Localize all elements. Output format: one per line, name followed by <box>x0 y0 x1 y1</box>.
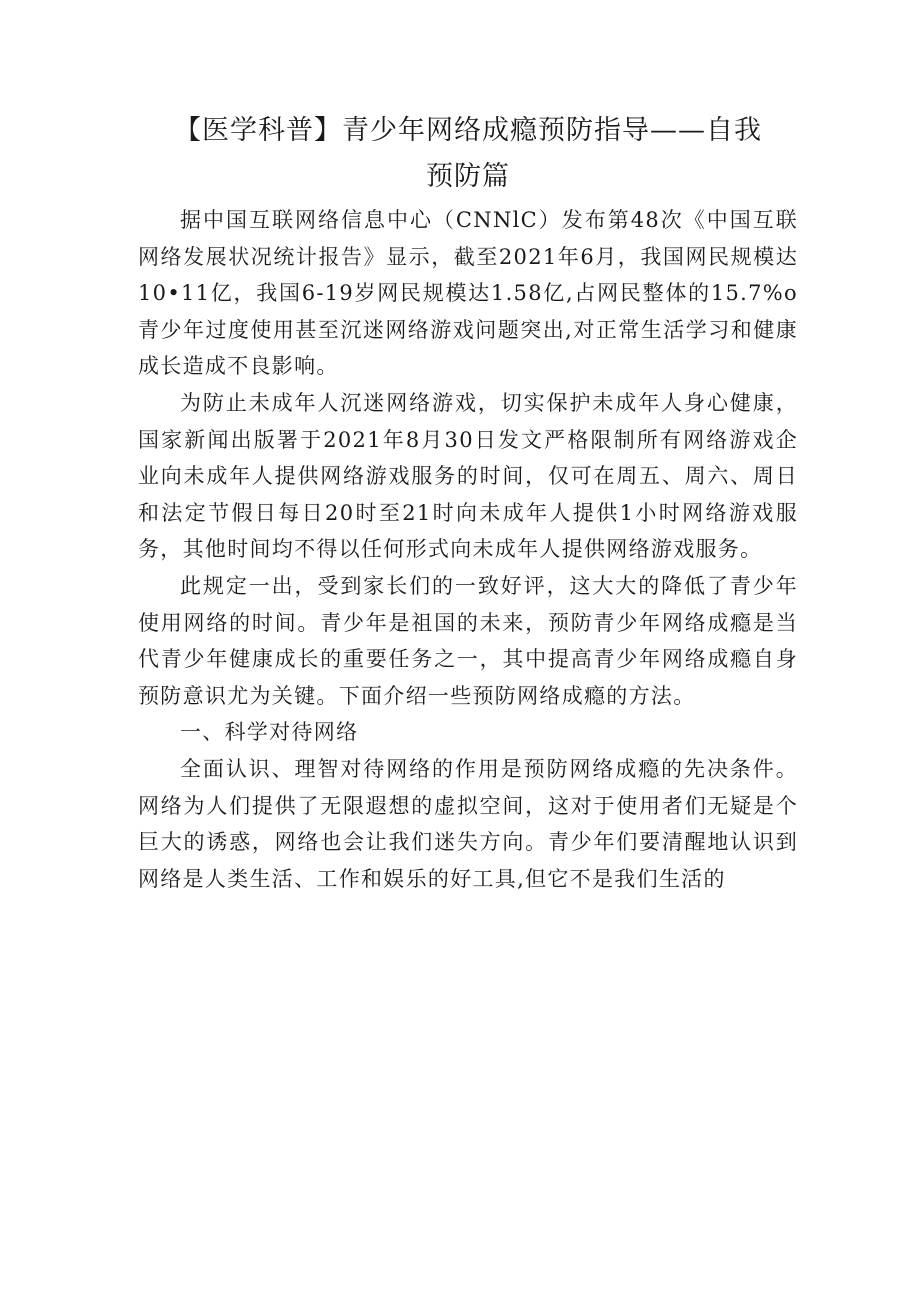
paragraph-intro-statistics: 据中国互联网络信息中心（CNNlC）发布第48次《中国互联网络发展状况统计报告》显示，截至2021年6月，我国网民规模达10•11亿，我国6-19岁网民规模达1.58亿,占网民整体的15.7%o青少年过度使用甚至沉迷网络游戏问题突出,对正常生活学习和健康成长造成不良影响。 <box>138 208 798 379</box>
title-line-2: 预防篇 <box>426 161 510 192</box>
section-heading: 一、科学对待网络 <box>180 720 359 745</box>
document-title <box>138 108 798 200</box>
paragraph-significance: 此规定一出，受到家长们的一致好评，这大大的降低了青少年使用网络的时间。青少年是祖国的未来，预防青少年网络成瘾是当代青少年健康成长的重要任务之一，其中提高青少年网络成瘾自身预防意识尤为关键。下面介绍一些预防网络成瘾的方法。 <box>138 573 798 708</box>
document-page <box>138 108 798 897</box>
paragraph-regulation: 为防止未成年人沉迷网络游戏，切实保护未成年人身心健康，国家新闻出版署于2021年8月30日发文严格限制所有网络游戏企业向未成年人提供网络游戏服务的时间，仅可在周五、周六、周日和法定节假日每日20时至21时向未成年人提供1小时网络游戏服务，其他时间均不得以任何形式向未成年人提供网络游戏服务。 <box>138 390 798 562</box>
section-paragraph: 全面认识、理智对待网络的作用是预防网络成瘾的先决条件。网络为人们提供了无限遐想的虚拟空间，这对于使用者们无疑是个巨大的诱惑，网络也会让我们迷失方向。青少年们要清醒地认识到网络是人类生活、工作和娱乐的好工具,但它不是我们生活的 <box>138 756 798 891</box>
title-line-1: 【医学科普】青少年网络成瘾预防指导——自我 <box>174 115 762 146</box>
